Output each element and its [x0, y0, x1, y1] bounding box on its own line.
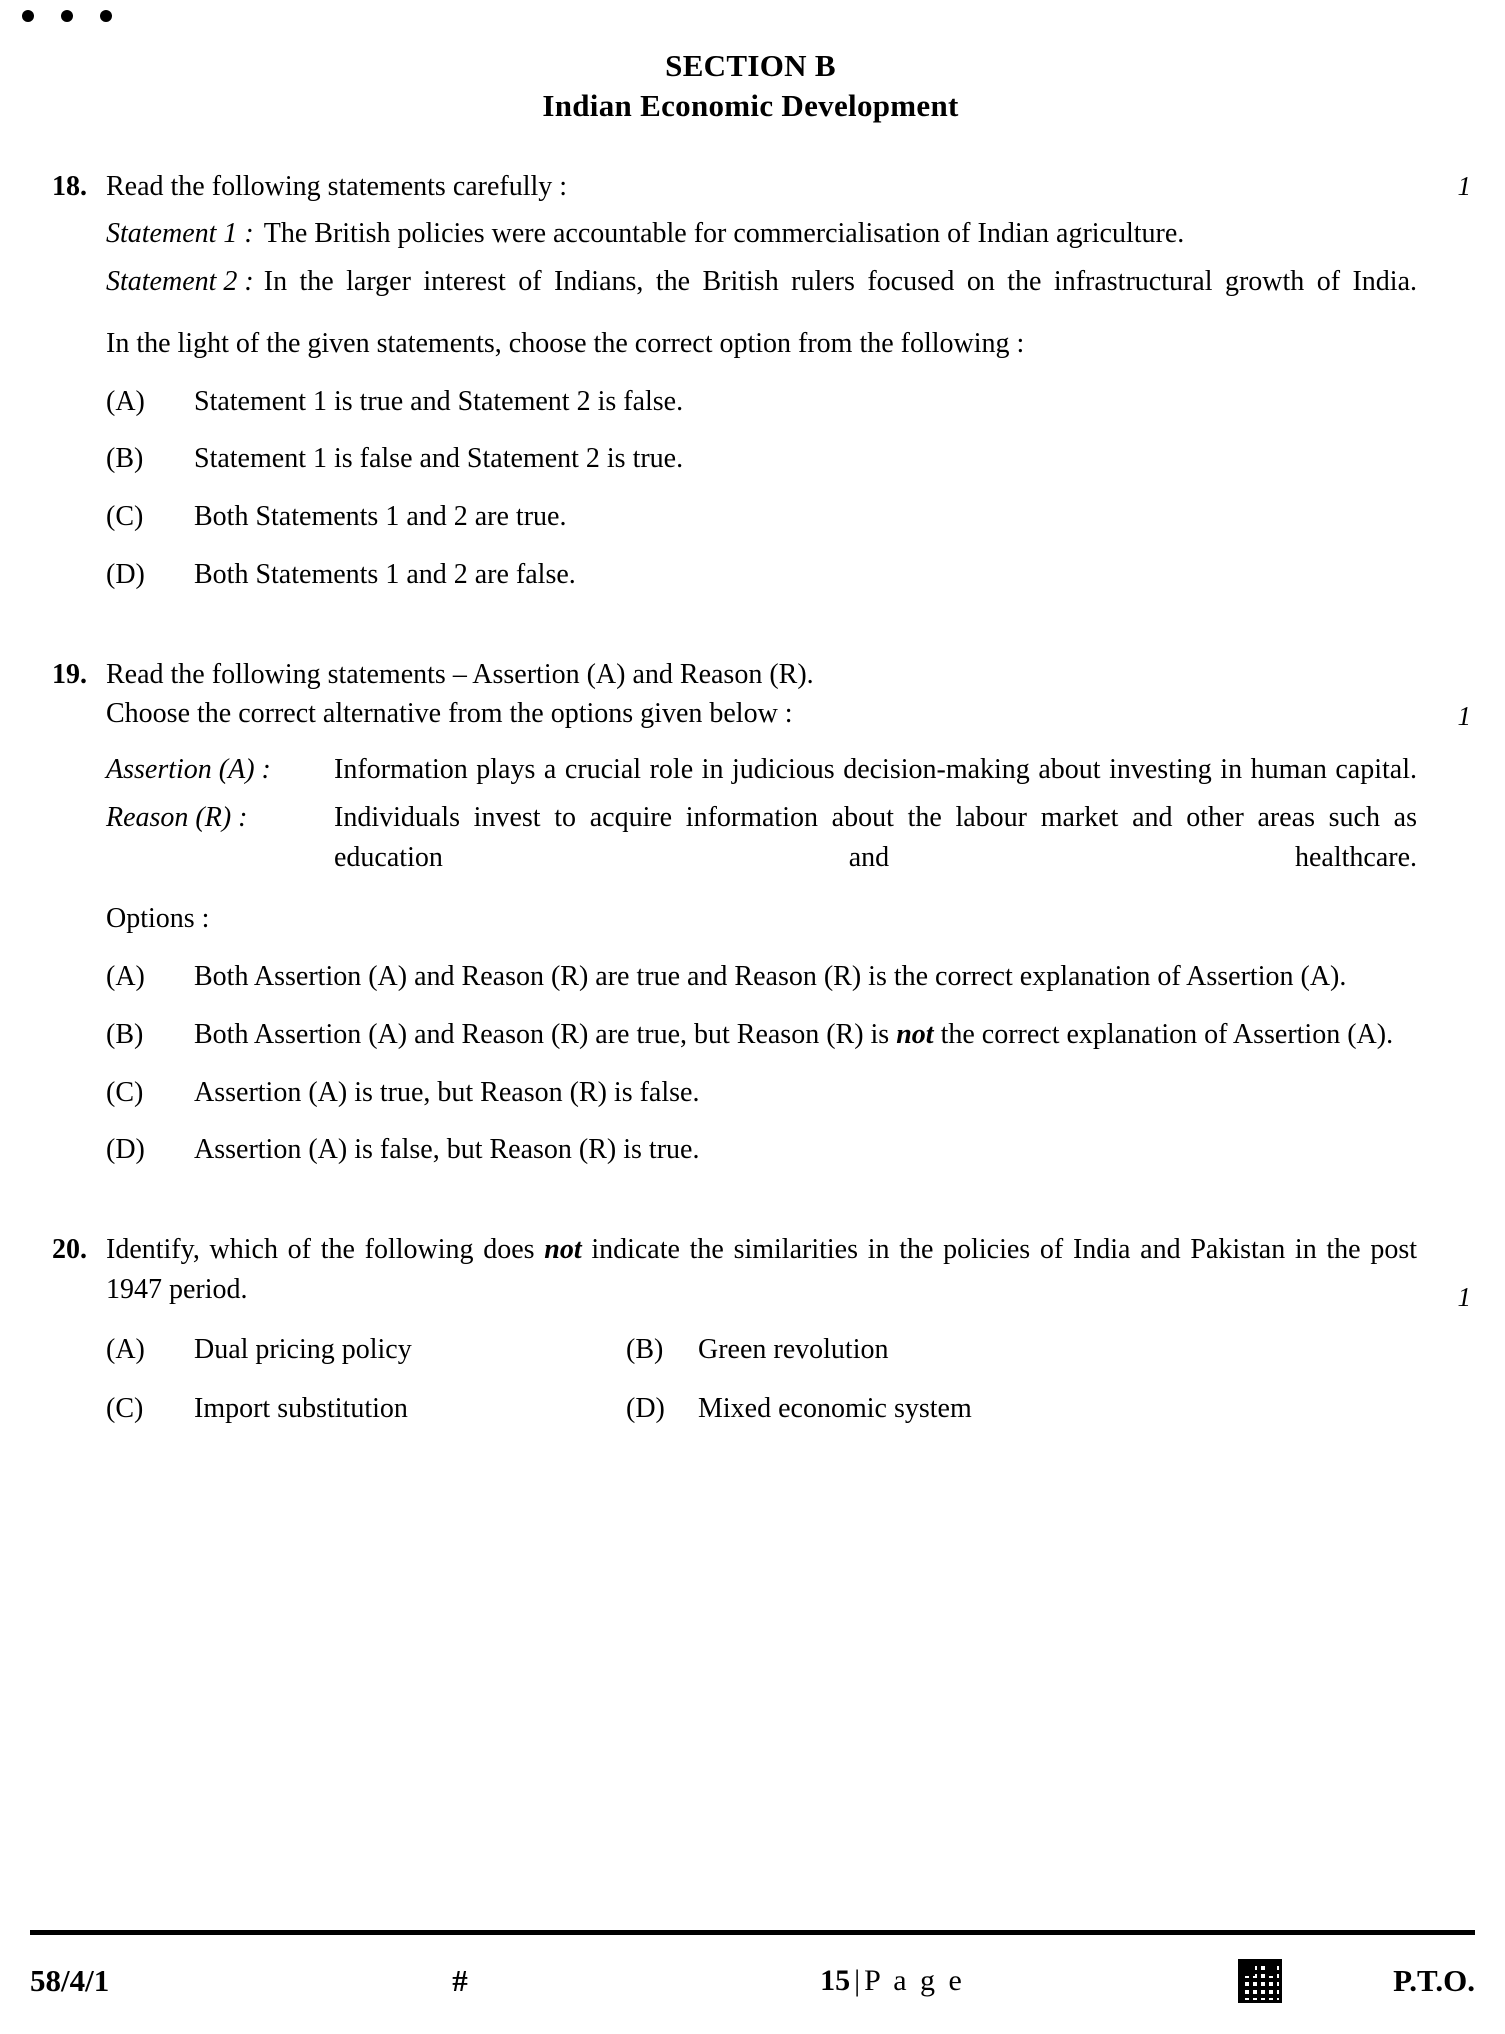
- qr-code-icon: [1238, 1959, 1282, 2003]
- question-18-marks: 1: [1457, 170, 1471, 201]
- question-18-statement-1: [106, 214, 1471, 254]
- option-b-key: (B): [106, 443, 144, 475]
- page-number: 15: [820, 1964, 851, 1997]
- question-19-reason: [106, 798, 1471, 878]
- option-b-text-before: Both Assertion (A) and Reason (R) are true, but Reason (R) is: [194, 1018, 897, 1050]
- statement-2-text: In the larger interest of Indians, the British rulers focused on the infrastructural growth of India.: [263, 266, 1417, 298]
- option-a[interactable]: [106, 1330, 626, 1370]
- reason-text: Individuals invest to acquire information about the labour market and other areas such as education and healthcare.: [334, 801, 1417, 873]
- question-19-marks: 1: [1457, 700, 1471, 731]
- option-b-text: Green revolution: [698, 1333, 889, 1365]
- question-20-options-row-1: [106, 1330, 1471, 1370]
- option-c-text: Assertion (A) is true, but Reason (R) is false.: [194, 1076, 700, 1108]
- section-subtitle: Indian Economic Development: [542, 88, 959, 124]
- option-c-key: (C): [106, 501, 144, 533]
- option-d-key: (D): [626, 1393, 665, 1425]
- dot-icon: [22, 10, 34, 22]
- pto-label: P.T.O.: [1393, 1963, 1475, 1998]
- question-18-stem: Read the following statements carefully :: [106, 170, 568, 202]
- option-d-text: Mixed economic system: [698, 1393, 972, 1425]
- option-c[interactable]: [106, 1073, 1471, 1113]
- page-word: P a g e: [864, 1964, 965, 1997]
- option-b-key: (B): [106, 1018, 144, 1050]
- section-title: SECTION B: [665, 48, 836, 83]
- option-d-key: (D): [106, 1134, 145, 1166]
- option-b[interactable]: [106, 1015, 1471, 1055]
- option-c-text: Both Statements 1 and 2 are true.: [194, 501, 567, 533]
- option-a-text: Dual pricing policy: [194, 1333, 412, 1365]
- option-c[interactable]: [106, 1389, 626, 1429]
- question-19-number: 19.: [52, 658, 87, 690]
- question-18-number: 18.: [52, 170, 87, 202]
- option-b-key: (B): [626, 1333, 664, 1365]
- option-b-emphasis: not: [896, 1018, 934, 1050]
- question-19-stem-line-1: Read the following statements – Assertion (A) and Reason (R).: [106, 658, 814, 690]
- option-b[interactable]: [626, 1330, 1471, 1370]
- option-d[interactable]: [626, 1389, 1471, 1429]
- paper-code: 58/4/1: [30, 1963, 110, 1998]
- option-a[interactable]: [106, 957, 1471, 997]
- dot-icon: [100, 10, 112, 22]
- page-content: [0, 46, 1505, 1455]
- question-20-stem: [106, 1230, 1471, 1310]
- option-b-text: [194, 1015, 1417, 1055]
- statement-2-label: Statement 2 :: [106, 266, 254, 298]
- question-18: [30, 167, 1471, 595]
- option-b-text-after: the correct explanation of Assertion (A).: [933, 1018, 1394, 1050]
- option-a-key: (A): [106, 1333, 145, 1365]
- question-18-options: [106, 382, 1471, 595]
- dot-icon: [61, 10, 73, 22]
- option-a-text: Both Assertion (A) and Reason (R) are true and Reason (R) is the correct explanation of Assertion (A).: [194, 961, 1347, 993]
- option-a-key: (A): [106, 961, 145, 993]
- question-18-instruction: In the light of the given statements, choose the correct option from the following :: [106, 327, 1025, 359]
- option-d-text: Both Statements 1 and 2 are false.: [194, 558, 576, 590]
- page-indicator: [590, 1964, 1195, 1998]
- page-footer: [30, 1930, 1475, 2034]
- statement-1-label: Statement 1 :: [106, 218, 254, 250]
- option-d[interactable]: [106, 1130, 1471, 1170]
- option-c[interactable]: [106, 497, 1471, 537]
- question-20: [30, 1230, 1471, 1429]
- option-a-text: Statement 1 is true and Statement 2 is false.: [194, 385, 684, 417]
- option-a[interactable]: [106, 382, 1471, 422]
- question-19-options: [106, 957, 1471, 1170]
- page-separator: |: [854, 1964, 861, 1997]
- hash-mark: #: [452, 1963, 468, 1998]
- option-d[interactable]: [106, 555, 1471, 595]
- question-20-options-row-2: [106, 1389, 1471, 1429]
- reason-label: Reason (R) :: [106, 801, 248, 833]
- question-20-marks: 1: [1457, 1282, 1471, 1313]
- assertion-label: Assertion (A) :: [106, 754, 271, 786]
- statement-1-text: The British policies were accountable for commercialisation of Indian agriculture.: [263, 218, 1185, 250]
- question-20-stem-before: Identify, which of the following does: [106, 1234, 545, 1266]
- option-c-key: (C): [106, 1393, 144, 1425]
- question-20-emphasis: not: [544, 1234, 582, 1266]
- section-heading: [30, 46, 1471, 127]
- page-marker-dots: [22, 10, 112, 22]
- assertion-text: Information plays a crucial role in judicious decision-making about investing in human capital.: [334, 754, 1417, 786]
- question-19-stem-line-2: Choose the correct alternative from the options given below :: [106, 698, 793, 730]
- question-20-number: 20.: [52, 1234, 87, 1266]
- option-c-text: Import substitution: [194, 1393, 408, 1425]
- question-19: [30, 655, 1471, 1171]
- option-a-key: (A): [106, 385, 145, 417]
- option-b-text: Statement 1 is false and Statement 2 is true.: [194, 443, 684, 475]
- option-c-key: (C): [106, 1076, 144, 1108]
- option-b[interactable]: [106, 439, 1471, 479]
- question-18-statement-2: [106, 262, 1471, 302]
- question-20-stem-after: indicate the similarities in the policies of India and Pakistan in the post 1947 period.: [106, 1234, 1417, 1305]
- option-d-text: Assertion (A) is false, but Reason (R) is true.: [194, 1134, 700, 1166]
- question-19-assertion: [106, 750, 1471, 790]
- question-19-options-label: Options :: [106, 903, 210, 935]
- qr-code-wrapper: [1195, 1959, 1325, 2003]
- option-d-key: (D): [106, 558, 145, 590]
